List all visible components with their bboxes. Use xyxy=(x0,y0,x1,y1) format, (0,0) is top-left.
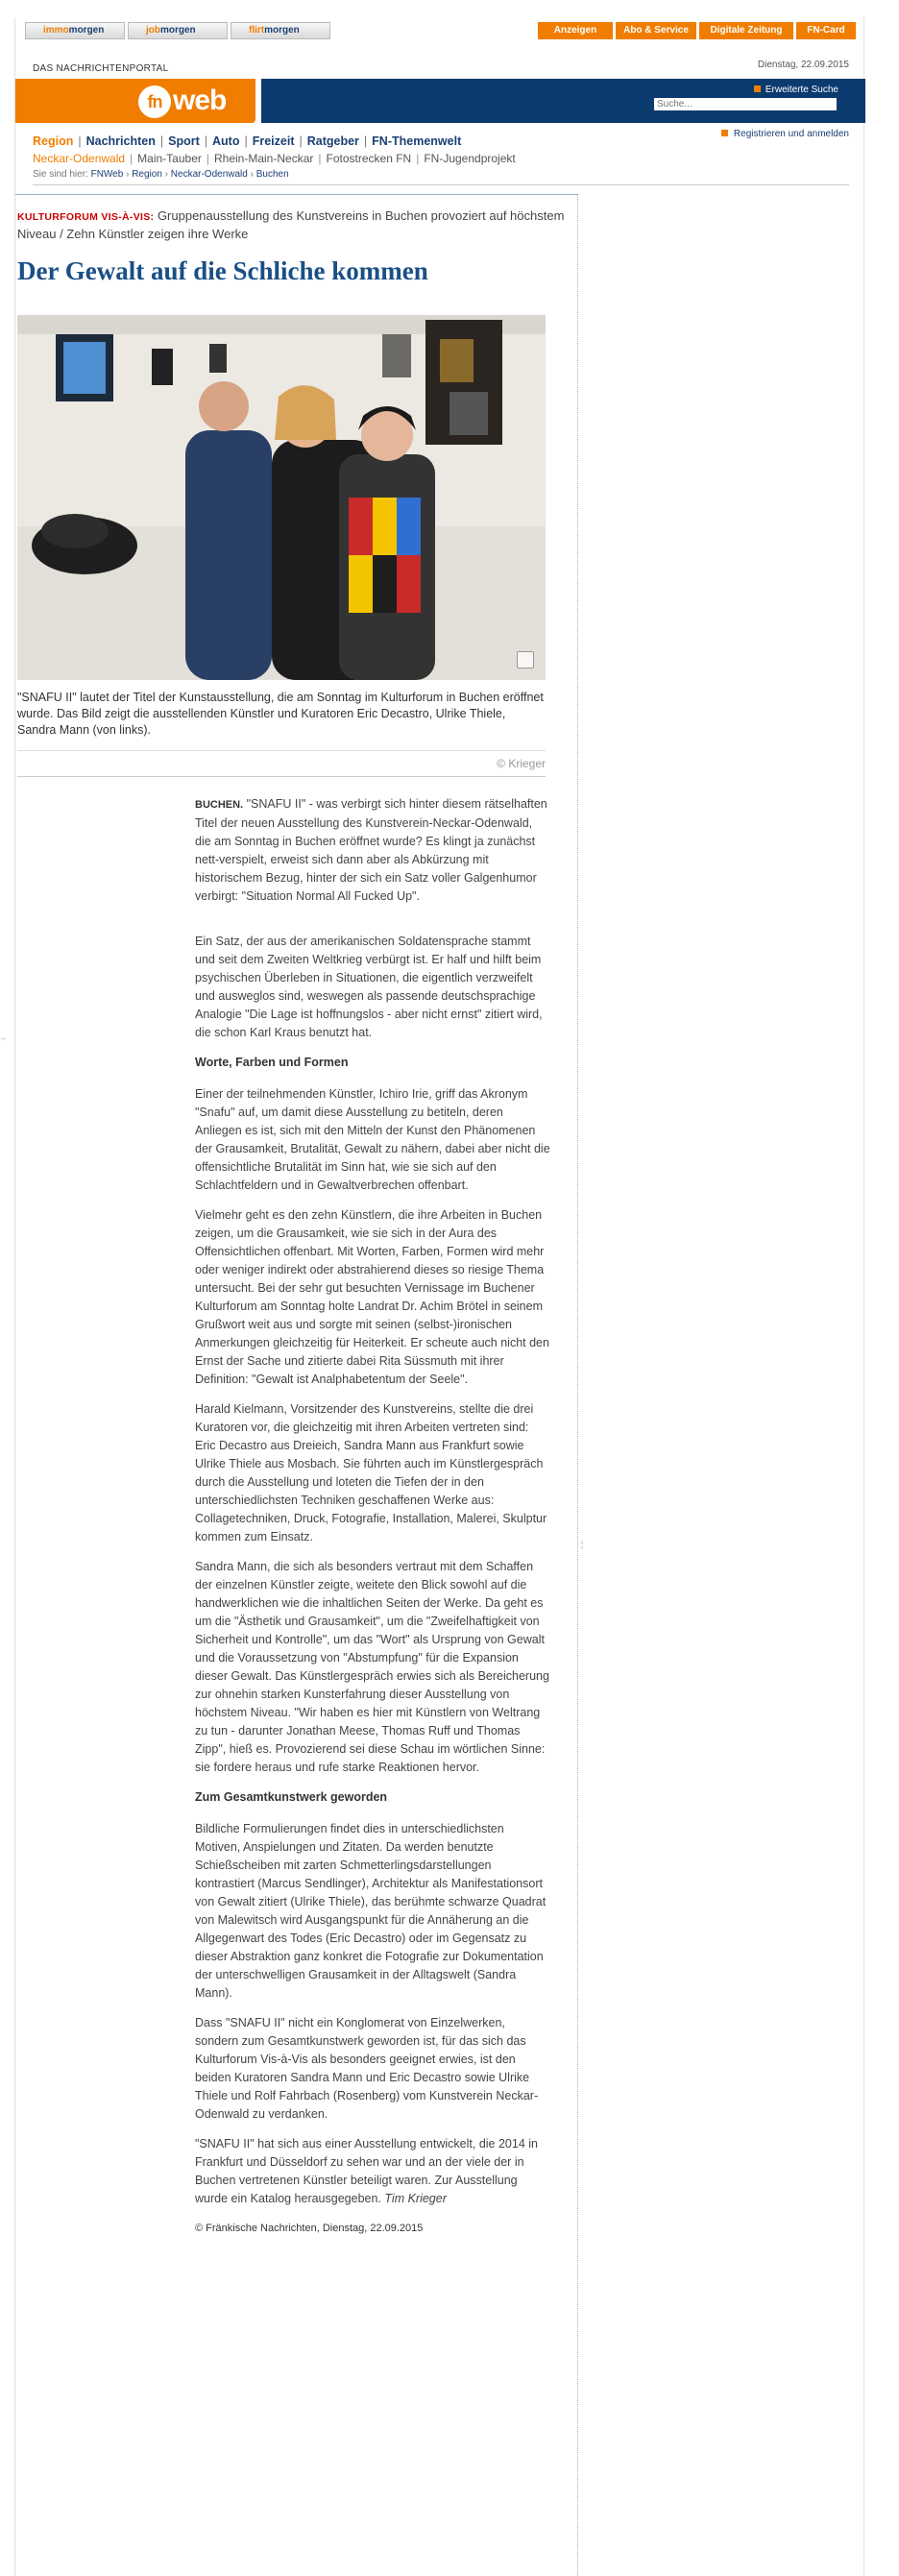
shop-tab-suffix: morgen xyxy=(264,25,300,36)
subnav-separator: | xyxy=(416,152,420,165)
article-paragraph: Vielmehr geht es den zehn Künstlern, die ihre Arbeiten in Buchen zeigen, um die Grausamkeit, wie sie sich in der Aura des Offensichtlichen offenbart. Mit Worten, Farben, Formen wird mehr oder weniger indirekt oder abstrahierend dieses so riesige Thema untersucht. Bei der sehr gut besuchten Vernissage im Buchener Kulturforum am Sonntag holte Landrat Dr. Achim Brötel in seinem Grußwort weit aus und sorgte mit seinen (selbst-)ironischen Anmerkungen gleichzeitig für Heiterkeit. Er scheute auch nicht den Ernst der Sache und zitierte dabei Rita Süssmuth mit ihrer Definition: "Gewalt ist Analphabetentum der Seele". xyxy=(195,1208,549,1386)
photo-credit: © Krieger xyxy=(17,750,546,770)
article-kicker-text: Gruppenausstellung des Kunstvereins in Buchen provoziert auf höchstem Niveau / Zehn Künstler zeigen ihre Werke xyxy=(17,208,565,241)
article-subheading: Zum Gesamtkunstwerk geworden xyxy=(195,1790,388,1804)
shop-tab-suffix: morgen xyxy=(160,25,196,36)
search-input[interactable] xyxy=(654,98,837,110)
article-kicker: KULTURFORUM VIS-À-VIS: xyxy=(17,211,155,223)
article-author: Tim Krieger xyxy=(384,2192,447,2205)
article-paragraph: Bildliche Formulierungen findet dies in unterschiedlichsten Motiven, Anspielungen und Zitaten. Da werden benutzte Schießscheiben mit zarten Schmetterlingsdarstellungen kontrastiert (Marcus Sendlinger), Architektur als Manifestationsort von Gewalt zitiert (Ulrike Thiele), das berühmte schwarze Quadrat von Malewitsch wird Ausgangspunkt für die Annäherung an die Allgegenwart des Todes (Eric Decastro) oder im Gegensatz zu dieser Abstraktion ganz konkret die Fotografie zur Dokumentation der unterschwelligen Grausamkeit in der Alltagswelt (Sandra Mann). xyxy=(195,1822,547,2000)
column-divider xyxy=(577,194,578,2576)
article-paragraph: Ein Satz, der aus der amerikanischen Soldatensprache stammt und seit dem Zweiten Weltkrieg verbürgt ist. Er half und hilft beim psychischen Überleben in Situationen, die eigentlich verzweifelt und ausweglos sind, weswegen als passende deutschsprachige Analogie "Die Lage ist hoffnungslos - aber nicht ernst" zitiert wird, die schon Karl Kraus benutzt hat. xyxy=(195,935,543,1039)
nav-separator: | xyxy=(363,134,368,148)
nav-separator: | xyxy=(159,134,164,148)
portal-label: DAS NACHRICHTENPORTAL xyxy=(33,63,169,74)
divider xyxy=(17,776,546,777)
article-paragraph: Einer der teilnehmenden Künstler, Ichiro Irie, griff das Akronym "Snafu" auf, um damit diese Ausstellung zu betiteln, deren Anliegen es ist, sich mit den Mitteln der Kunst den Phänomenen der Grausamkeit, Brutalität, Gewalt zu nähern, dabei aber nicht die offensichtliche Brutalität im Sinn hat, wie sie sich auf den Schlachtfeldern und in Gewaltverbrechen offenbart. xyxy=(195,1087,550,1192)
logo-text xyxy=(138,85,226,118)
nav-separator: | xyxy=(204,134,207,148)
article-headline: Der Gewalt auf die Schliche kommen xyxy=(17,256,428,285)
article-lead xyxy=(195,795,550,906)
subnav-separator: | xyxy=(206,152,209,165)
shop-tab-prefix: immo xyxy=(43,25,69,36)
subnav-item-rhein-main-neckar[interactable]: Rhein-Main-Neckar xyxy=(214,152,314,165)
bullet-icon xyxy=(754,85,761,92)
article-subheading: Worte, Farben und Formen xyxy=(195,1056,349,1069)
nav-item-freizeit[interactable]: Freizeit xyxy=(252,134,295,148)
sub-nav xyxy=(33,152,516,165)
logo-fn-badge: fn xyxy=(138,85,171,118)
subnav-separator: | xyxy=(318,152,322,165)
breadcrumb-fnweb[interactable]: FNWeb xyxy=(90,169,124,180)
register-link[interactable] xyxy=(721,129,849,139)
extended-search-label: Erweiterte Suche xyxy=(765,85,838,95)
article-body xyxy=(195,795,550,2249)
bullet-icon xyxy=(721,130,728,136)
search-band xyxy=(261,79,865,123)
article-paragraph: Sandra Mann, die sich als besonders vertraut mit dem Schaffen der einzelnen Künstler zeigte, weitete den Blick sowohl auf die handwerklichen wie die inhaltlichen Seiten der Werke. Da geht es um die "Ästhetik und Grausamkeit", um die "Zweifelhaftigkeit von Sicherheit und Kontrolle", um das "Wort" als Ursprung von Gewalt und die Voraussetzung von "Abstumpfung" für die Expansion dieser Gewalt. Das Künstlergespräch erwies sich als Bereicherung zur ohnehin starken Kunsterfahrung dieser Ausstellung von höchstem Niveau. "Wir haben es hier mit Künstlern von Weltrang zu tun - darunter Jonathan Meese, Thomas Ruff und Thomas Zipp", hieß es. Provozierend sei diese Schau im wörtlichen Sinne: sie fordere heraus und rufe starke Reaktionen hervor. xyxy=(195,1560,549,1774)
shop-tab-immomorgen[interactable] xyxy=(25,22,125,39)
article-paragraph: Harald Kielmann, Vorsitzender des Kunstvereins, stellte die drei Kuratoren vor, die gleichzeitig mit ihren Arbeiten vertreten sind: Eric Decastro aus Dreieich, Sandra Mann aus Frankfurt sowie Ulrike Thiele aus Mosbach. Sie führten auch im Künstlergespräch durch die Ausstellung und loteten die Tiefen der in den unterschiedlichsten Techniken geschaffenen Werke aus: Collagetechniken, Druck, Fotografie, Installation, Malerei, Skulptur kommen zum Einsatz. xyxy=(195,1402,547,1543)
margin-marker: ¦ xyxy=(581,1540,584,1549)
logo[interactable] xyxy=(15,79,255,123)
subnav-item-main-tauber[interactable]: Main-Tauber xyxy=(137,152,202,165)
service-tab-anzeigen[interactable]: Anzeigen xyxy=(538,22,613,39)
article-footer: © Fränkische Nachrichten, Dienstag, 22.09.2015 xyxy=(195,2223,424,2234)
article-paragraph-text: "SNAFU II" hat sich aus einer Ausstellung entwickelt, die 2014 in Frankfurt und Düsseldorf zu sehen war und an der viele der in Buchen vertretenen Künstler beteiligt waren. Zur Ausstellung wurde ein Katalog herausgegeben. xyxy=(195,2137,538,2205)
divider xyxy=(15,194,577,195)
service-tab-digitale-zeitung[interactable]: Digitale Zeitung xyxy=(699,22,793,39)
shop-tab-flirtmorgen[interactable] xyxy=(231,22,330,39)
photo-illustration xyxy=(17,315,546,680)
nav-item-sport[interactable]: Sport xyxy=(168,134,200,148)
shop-tab-jobmorgen[interactable] xyxy=(128,22,228,39)
shop-tab-prefix: flirt xyxy=(249,25,265,36)
breadcrumb: Sie sind hier: FNWeb › Region › Neckar-Odenwald › Buchen xyxy=(33,169,289,180)
breadcrumb-prefix: Sie sind hier: xyxy=(33,169,88,180)
top-bar xyxy=(15,22,865,41)
page xyxy=(1,17,864,2576)
service-tabs xyxy=(538,22,856,39)
breadcrumb-buchen[interactable]: Buchen xyxy=(255,169,289,180)
nav-separator: | xyxy=(78,134,82,148)
article-kicker-line xyxy=(17,207,565,243)
zoom-icon[interactable] xyxy=(517,651,534,668)
service-tab-abo[interactable]: Abo & Service xyxy=(616,22,696,39)
logo-web: web xyxy=(173,85,227,116)
article-lead-text: "SNAFU II" - was verbirgt sich hinter diesem rätselhaften Titel der neuen Ausstellung des Kunstverein-Neckar-Odenwald, die am Sonntag in Buchen eröffnet wurde? Es klingt ja zunächst nett-verspielt, erweist sich dann aber als Abkürzung mit historischem Bezug, hinter der sich ein Satz voller Galgenhumor verbirgt: "Situation Normal All Fucked Up". xyxy=(195,797,547,903)
article-photo[interactable] xyxy=(17,315,546,680)
nav-separator: | xyxy=(244,134,248,148)
nav-item-fn-themenwelt[interactable]: FN-Themenwelt xyxy=(372,134,462,148)
shop-tab-suffix: morgen xyxy=(68,25,105,36)
subnav-item-jugendprojekt[interactable]: FN-Jugendprojekt xyxy=(424,152,516,165)
photo-caption: "SNAFU II" lautet der Titel der Kunstausstellung, die am Sonntag im Kulturforum in Buchen eröffnet wurde. Das Bild zeigt die ausstellenden Künstler und Kuratoren Eric Decastro, Ulrike Thiele, Sandra Mann (von links). xyxy=(17,691,544,737)
extended-search-link[interactable] xyxy=(754,85,838,95)
shop-tabs xyxy=(25,22,330,39)
article-paragraph: Dass "SNAFU II" nicht ein Konglomerat von Einzelwerken, sondern zum Gesamtkunstwerk geworden ist, für das sich das Kulturforum Vis-à-Vis als besonders geeignet erwies, ist den beiden Kuratoren Sandra Mann und Eric Decastro sowie Ulrike Thiele und Rolf Fahrbach (Rosenberg) vom Kunstverein Neckar-Odenwald zu verdanken. xyxy=(195,2016,539,2121)
subnav-separator: | xyxy=(130,152,134,165)
register-label: Registrieren und anmelden xyxy=(733,129,849,139)
main-nav xyxy=(33,134,461,148)
breadcrumb-neckar-odenwald[interactable]: Neckar-Odenwald xyxy=(170,169,248,180)
nav-item-region[interactable]: Region xyxy=(33,134,74,148)
nav-item-nachrichten[interactable]: Nachrichten xyxy=(85,134,156,148)
margin-marker: – xyxy=(1,1033,7,1043)
service-tab-fn-card[interactable]: FN-Card xyxy=(796,22,856,39)
nav-item-auto[interactable]: Auto xyxy=(212,134,240,148)
divider xyxy=(33,184,849,185)
subnav-item-fotostrecken[interactable]: Fotostrecken FN xyxy=(326,152,412,165)
nav-separator: | xyxy=(299,134,303,148)
subnav-item-neckar-odenwald[interactable]: Neckar-Odenwald xyxy=(33,152,126,165)
article-dateline: BUCHEN. xyxy=(195,799,244,811)
breadcrumb-region[interactable]: Region xyxy=(132,169,162,180)
header-date: Dienstag, 22.09.2015 xyxy=(757,60,849,70)
header-band xyxy=(15,79,865,127)
shop-tab-prefix: job xyxy=(146,25,160,36)
article-paragraph xyxy=(195,2135,550,2208)
nav-item-ratgeber[interactable]: Ratgeber xyxy=(306,134,359,148)
